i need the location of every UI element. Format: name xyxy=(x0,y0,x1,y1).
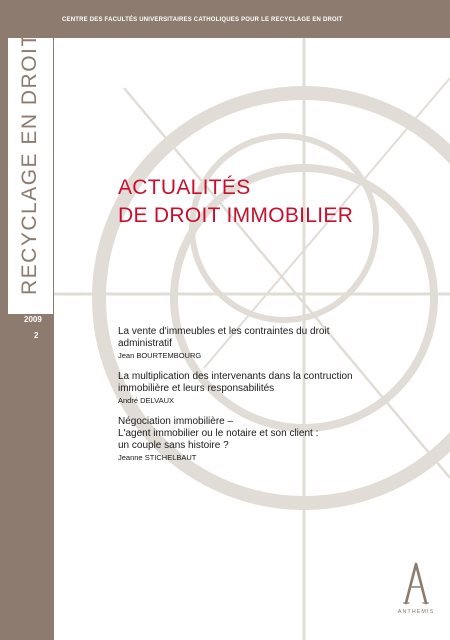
anthemis-a-icon xyxy=(402,560,430,606)
organization-header: CENTRE DES FACULTÉS UNIVERSITAIRES CATHOLIQUES POUR LE RECYCLAGE EN DROIT xyxy=(62,17,343,23)
issue-number: 2 xyxy=(34,331,39,340)
series-title: RECYCLAGE EN DROIT xyxy=(18,32,41,295)
article-item xyxy=(118,416,428,463)
article-author: Jean BOURTEMBOURG xyxy=(118,351,202,360)
article-author: André DELVAUX xyxy=(118,396,174,405)
article-title-line: immobilière et leurs responsabilités xyxy=(118,383,275,394)
publisher-logo xyxy=(393,560,439,615)
article-title xyxy=(118,326,428,350)
article-title-line: Négociation immobilière – xyxy=(118,416,234,427)
book-title-line-1: ACTUALITÉS xyxy=(118,176,251,199)
article-title xyxy=(118,416,428,452)
article-list xyxy=(118,326,428,473)
article-title-line: administratif xyxy=(118,338,172,349)
header-band xyxy=(0,0,450,38)
publisher-name: ANTHEMIS xyxy=(397,609,435,615)
article-title-line: L'agent immobilier ou le notaire et son client : xyxy=(118,428,319,439)
article-title-line: un couple sans histoire ? xyxy=(118,440,229,451)
article-author: Jeanne STICHELBAUT xyxy=(118,453,197,462)
book-title-line-2: DE DROIT IMMOBILIER xyxy=(118,204,354,227)
article-item xyxy=(118,326,428,361)
publication-year: 2009 xyxy=(24,315,42,324)
article-title-line: La multiplication des intervenants dans la contruction xyxy=(118,371,353,382)
article-item xyxy=(118,371,428,406)
book-title xyxy=(118,174,353,230)
article-title-line: La vente d'immeubles et les contraintes du droit xyxy=(118,326,330,337)
article-title xyxy=(118,371,428,395)
